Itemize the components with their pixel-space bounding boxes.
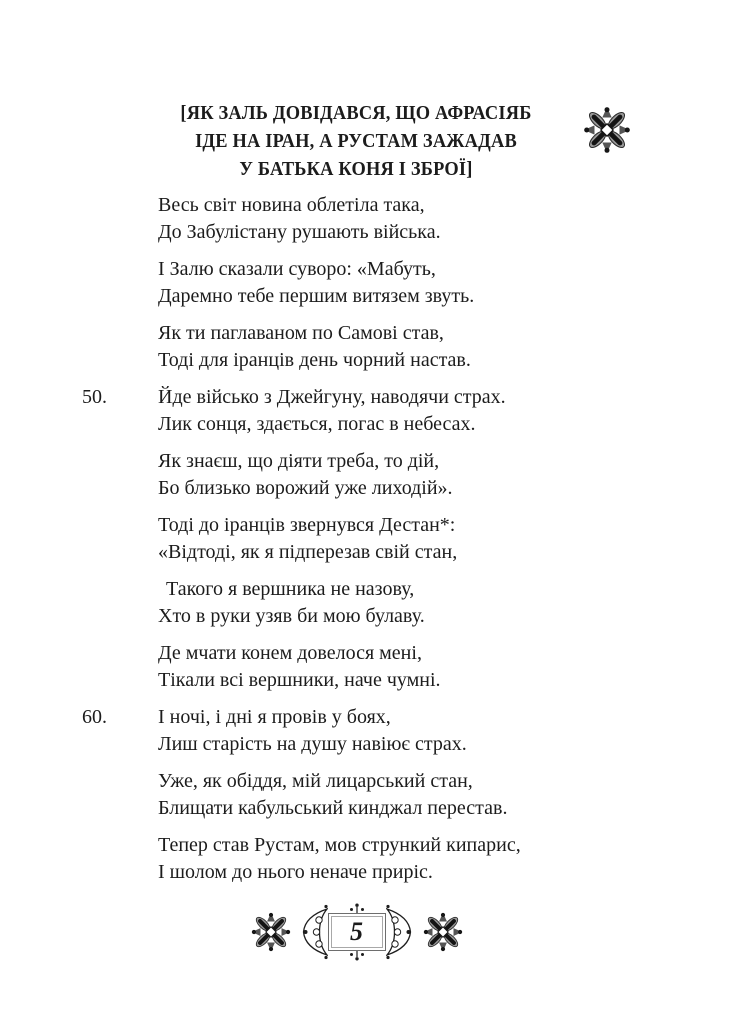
verse-line: Лиш старість на душу навіює страх. bbox=[158, 733, 467, 755]
verse-line: «Відтоді, як я підперезав свій стан, bbox=[158, 541, 458, 563]
verse-line: І ночі, і дні я провів у боях, bbox=[158, 706, 391, 728]
verse-line: Весь світ новина облетіла така, bbox=[158, 194, 425, 216]
rosette-icon bbox=[582, 103, 632, 157]
verse-line: Лик сонця, здається, погас в небесах. bbox=[158, 413, 476, 435]
finial-icon bbox=[346, 951, 368, 961]
verse-line: Даремно тебе першим витязем звуть. bbox=[158, 285, 475, 307]
verse-line: Тепер став Рустам, мов стрункий кипарис, bbox=[158, 834, 521, 856]
chapter-title bbox=[106, 99, 606, 183]
lace-wing-icon bbox=[386, 903, 412, 961]
chapter-title-line: У БАТЬКА КОНЯ І ЗБРОЇ] bbox=[239, 158, 473, 180]
verse-line: Де мчати конем довелося мені, bbox=[158, 642, 422, 664]
rosette-icon bbox=[250, 909, 292, 955]
verse-line: Уже, як обіддя, мій лицарський стан, bbox=[158, 770, 473, 792]
stanza bbox=[158, 512, 521, 566]
chapter-title-line: ІДЕ НА ІРАН, А РУСТАМ ЗАЖАДАВ bbox=[195, 130, 517, 152]
verse-line: Як знаєш, що діяти треба, то дій, bbox=[158, 450, 440, 472]
stanza bbox=[158, 832, 521, 886]
verse-line: Йде військо з Джейгуну, наводячи страх. bbox=[158, 386, 506, 408]
stanza bbox=[82, 384, 521, 438]
page-number-frame bbox=[328, 913, 386, 951]
verse-line: Як ти паглаваном по Самові став, bbox=[158, 322, 444, 344]
lace-wing-icon bbox=[302, 903, 328, 961]
stanza bbox=[158, 576, 521, 630]
page-number: 5 bbox=[350, 917, 363, 946]
chapter-title-line: [ЯК ЗАЛЬ ДОВІДАВСЯ, ЩО АФРАСІЯБ bbox=[180, 102, 532, 124]
verse-line: Тікали всі вершники, наче чумні. bbox=[158, 669, 441, 691]
verse-line: Тоді до іранців звернувся Дестан*: bbox=[158, 514, 456, 536]
stanza-number: 50. bbox=[82, 386, 107, 408]
verse-line: Бо близько ворожий уже лиходій». bbox=[158, 477, 453, 499]
stanza-number: 60. bbox=[82, 706, 107, 728]
verse-line: Тоді для іранців день чорний настав. bbox=[158, 349, 471, 371]
stanza bbox=[82, 704, 521, 758]
finial-icon bbox=[346, 903, 368, 913]
verse-line: І Залю сказали суворо: «Мабуть, bbox=[158, 258, 436, 280]
stanza bbox=[158, 192, 521, 246]
page-number-ornament bbox=[302, 903, 412, 961]
verse-line: До Забулістану рушають війська. bbox=[158, 221, 441, 243]
stanza bbox=[158, 640, 521, 694]
stanza bbox=[158, 256, 521, 310]
page-footer bbox=[0, 903, 726, 961]
verse-line: Хто в руки узяв би мою булаву. bbox=[158, 605, 425, 627]
verse-line: І шолом до нього неначе приріс. bbox=[158, 861, 433, 883]
verse-line: Такого я вершника не назову, bbox=[166, 578, 415, 600]
verse-line: Блищати кабульський кинджал перестав. bbox=[158, 797, 508, 819]
stanza bbox=[158, 768, 521, 822]
stanza bbox=[158, 320, 521, 374]
rosette-icon bbox=[422, 909, 464, 955]
stanza bbox=[158, 448, 521, 502]
poem-body bbox=[82, 192, 521, 896]
